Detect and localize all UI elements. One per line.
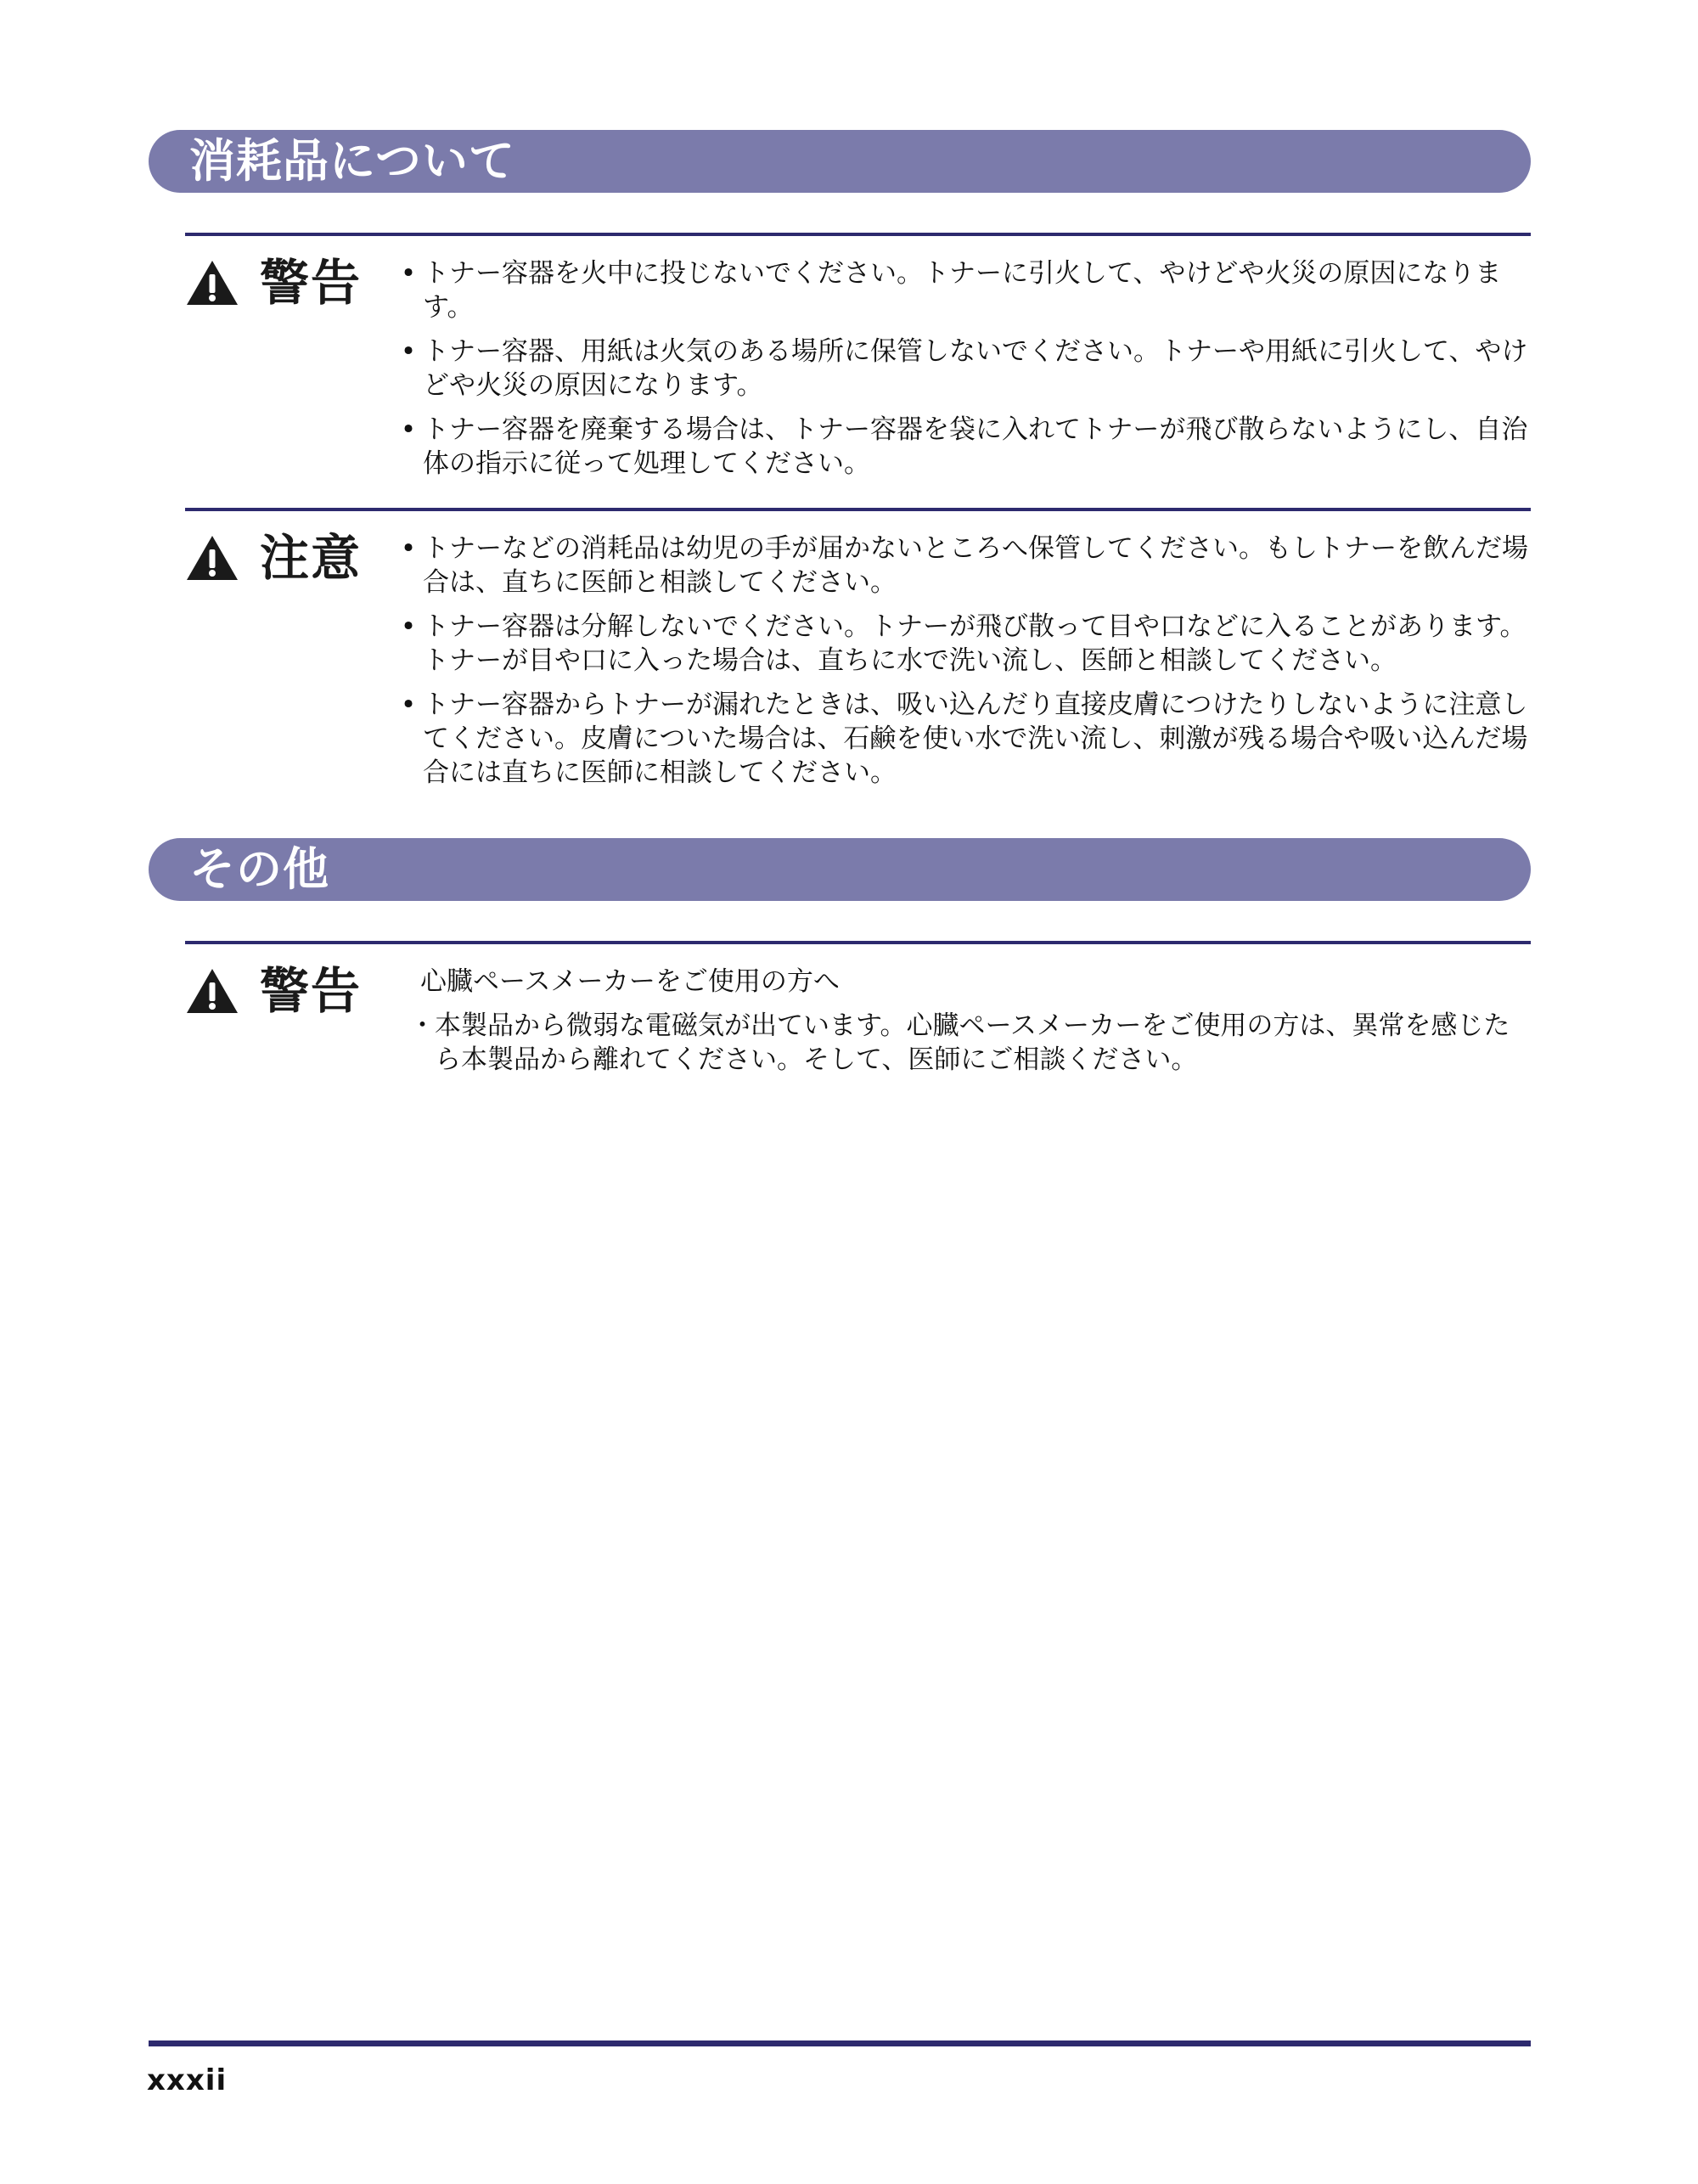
list-item-text: トナー容器を廃棄する場合は、トナー容器を袋に入れてトナーが飛び散らないようにし、自治体の指示に従って処理してください。	[423, 414, 1528, 479]
list-item-text: トナー容器は分解しないでください。トナーが飛び散って目や口などに入ることがあります。トナーが目や口に入った場合は、直ちに水で洗い流し、医師と相談してください。	[423, 611, 1527, 676]
list-item	[397, 688, 1531, 790]
warning-label-text: 警告	[260, 254, 363, 312]
caution-triangle-icon	[185, 534, 239, 582]
list-item-text: トナー容器を火中に投じないでください。トナーに引火して、やけどや火災の原因になります。	[423, 258, 1502, 323]
bullet-dot: •	[400, 414, 417, 445]
notice-caution-consumables	[185, 508, 1531, 817]
caution-label-text: 注意	[260, 529, 363, 587]
list-item-text: トナー容器からトナーが漏れたときは、吸い込んだり直接皮膚につけたりしないように注意してください。皮膚についた場合は、石鹸を使い水で洗い流し、刺激が残る場合や吸い込んだ場合には直ちに医師に相談してください。	[423, 690, 1528, 788]
list-item	[397, 413, 1531, 481]
warning-label	[185, 961, 389, 1021]
footer-rule	[149, 2040, 1531, 2046]
notice-warning-pacemaker	[185, 941, 1531, 1114]
list-item	[397, 256, 1531, 324]
list-item-text: 本製品から微弱な電磁気が出ています。心臓ペースメーカーをご使用の方は、異常を感じたら本製品から離れてください。そして、医師にご相談ください。	[435, 1010, 1510, 1075]
warning-label	[185, 253, 389, 312]
caution-item-list	[397, 532, 1531, 800]
list-item-text: トナー容器、用紙は火気のある場所に保管しないでください。トナーや用紙に引火して、やけどや火災の原因になります。	[423, 336, 1528, 401]
caution-label	[185, 528, 389, 588]
bullet-dot: •	[400, 690, 417, 720]
list-item	[409, 1009, 1531, 1077]
bullet-dot: •	[400, 258, 417, 289]
notice-lead-text: 心臓ペースメーカーをご使用の方へ	[420, 966, 840, 997]
bullet-dot: •	[400, 533, 417, 564]
bullet-middot: ・	[409, 1010, 436, 1041]
page-number: xxxii	[147, 2063, 228, 2097]
warning-item-list	[397, 256, 1531, 491]
list-item	[397, 532, 1531, 599]
bullet-dot: •	[400, 611, 417, 642]
list-item	[397, 610, 1531, 678]
section-title-consumables: 消耗品について	[149, 130, 1531, 193]
pacemaker-item-list	[409, 1009, 1531, 1087]
list-item-text: トナーなどの消耗品は幼児の手が届かないところへ保管してください。もしトナーを飲んだ場合は、直ちに医師と相談してください。	[423, 533, 1528, 598]
bullet-dot: •	[400, 336, 417, 367]
notice-warning-consumables	[185, 233, 1531, 491]
list-item	[397, 335, 1531, 402]
section-title-other: その他	[149, 838, 1531, 901]
warning-triangle-icon	[185, 259, 239, 307]
warning-triangle-icon	[185, 967, 239, 1015]
warning-label-text: 警告	[260, 962, 363, 1020]
